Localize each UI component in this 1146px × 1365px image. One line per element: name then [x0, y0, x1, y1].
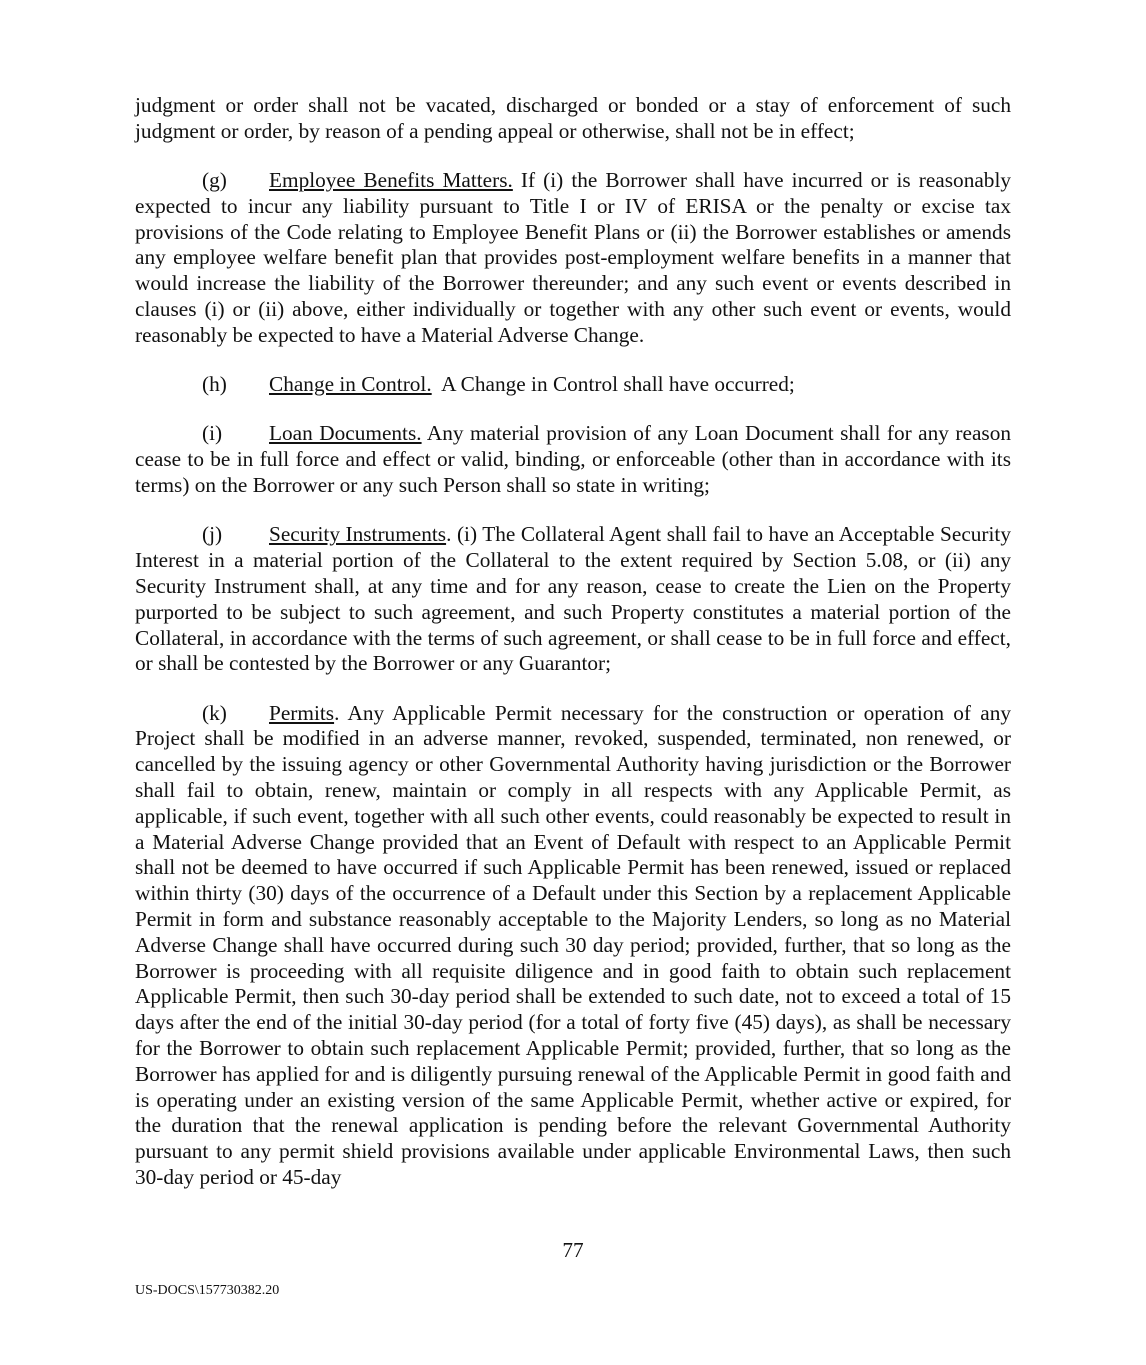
- clause-k-paragraph: [135, 701, 1011, 1191]
- clause-j-paragraph: [135, 522, 1011, 677]
- clause-g-paragraph: [135, 168, 1011, 349]
- clause-number: (j): [202, 522, 223, 547]
- document-body: [135, 93, 1011, 1191]
- clause-heading: Security Instruments: [269, 522, 447, 547]
- clause-text: A Change in Control shall have occurred;: [431, 372, 795, 397]
- clause-text: . Any Applicable Permit necessary for the construction or operation of any Project shall be modified in an adverse manner, revoked, suspended, terminated, non renewed, or cancelled by the issuing agency or other Governmental Authority having jurisdiction or the Borrower shall fail to obtain, renew, maintain or comply in all respects with any Applicable Permit, as applicable, if such event, together with all such other events, could reasonably be expected to result in a Material Adverse Change provided that an Event of Default with respect to an Applicable Permit shall not be deemed to have occurred if such Applicable Permit has been renewed, issued or replaced within thirty (30) days of the occurrence of a Default under this Section by a replacement Applicable Permit in form and substance reasonably acceptable to the Majority Lenders, so long as no Material Adverse Change shall have occurred during such 30 day period; provided, further, that so long as the Borrower is proceeding with all requisite diligence and in good faith to obtain such replacement Applicable Permit, then such 30-day period shall be extended to such date, not to exceed a total of 15 days after the end of the initial 30-day period (for a total of forty five (45) days), as shall be necessary for the Borrower to obtain such replacement Applicable Permit; provided, further, that so long as the Borrower has applied for and is diligently pursuing renewal of the Applicable Permit in good faith and is operating under an existing version of the same Applicable Permit, whether active or expired, for the duration that the renewal application is pending before the relevant Governmental Authority pursuant to any permit shield provisions available under applicable Environmental Laws, then such 30-day period or 45-day: [135, 700, 1011, 1189]
- clause-number: (i): [202, 421, 223, 446]
- clause-heading: Change in Control.: [269, 372, 432, 397]
- clause-text: Any material provision of any Loan Document shall for any reason cease to be in full force and effect or valid, binding, or enforceable (other than in accordance with its terms) on the Borrower or any such Person shall so state in writing;: [135, 421, 1011, 498]
- clause-heading: Employee Benefits Matters.: [269, 168, 513, 193]
- document-id-footer: US-DOCS\157730382.20: [135, 1283, 280, 1298]
- clause-number: (h): [202, 372, 227, 397]
- page-number: 77: [562, 1238, 584, 1262]
- clause-number: (g): [202, 168, 227, 193]
- continuation-paragraph: judgment or order shall not be vacated, discharged or bonded or a stay of enforcement of such judgment or order, by reason of a pending appeal or otherwise, shall not be in effect;: [135, 93, 1011, 143]
- clause-heading: Loan Documents.: [269, 421, 422, 446]
- clause-text: If (i) the Borrower shall have incurred or is reasonably expected to incur any liability pursuant to Title I or IV of ERISA or the penalty or excise tax provisions of the Code relating to Employee Benefit Plans or (ii) the Borrower establishes or amends any employee welfare benefit plan that provides post-employment welfare benefits in a manner that would increase the liability of the Borrower thereunder; and any such event or events described in clauses (i) or (ii) above, either individually or together with any other such event or events, would reasonably be expected to have a Material Adverse Change.: [135, 168, 1012, 347]
- clause-text: . (i) The Collateral Agent shall fail to have an Acceptable Security Interest in a material portion of the Collateral to the extent required by Section 5.08, or (ii) any Security Instrument shall, at any time and for any reason, cease to create the Lien on the Property purported to be subject to such agreement, and such Property constitutes a material portion of the Collateral, in accordance with the terms of such agreement, or shall cease to be in full force and effect, or shall be contested by the Borrower or any Guarantor;: [135, 522, 1011, 676]
- clause-number: (k): [202, 700, 227, 725]
- clause-i-paragraph: [135, 421, 1011, 498]
- clause-h-paragraph: [135, 372, 1011, 398]
- clause-heading: Permits: [269, 700, 335, 725]
